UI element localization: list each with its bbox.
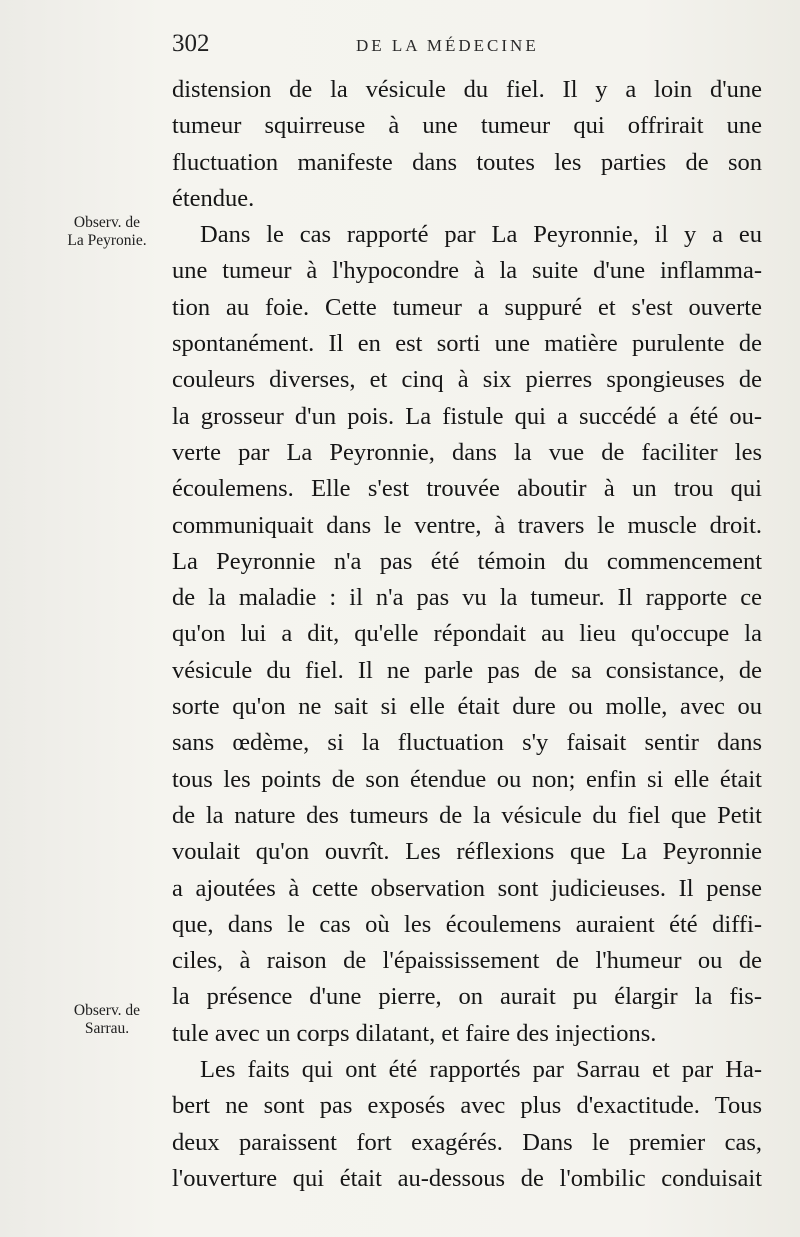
text-line: communiquait dans le ventre, à travers le muscle droit. bbox=[172, 511, 762, 539]
text-line: tule avec un corps dilatant, et faire des injections. bbox=[172, 1019, 657, 1047]
text-line: une tumeur à l'hypocondre à la suite d'une inflamma- bbox=[172, 257, 762, 285]
text-line: tous les points de son étendue ou non; enfin si elle était bbox=[172, 765, 762, 793]
text-line: tumeur squirreuse à une tumeur qui offrirait une bbox=[172, 112, 762, 140]
text-line: que, dans le cas où les écoulemens auraient été diffi- bbox=[172, 910, 762, 938]
body-text bbox=[172, 72, 762, 1197]
running-head: DE LA MÉDECINE bbox=[356, 36, 539, 55]
margin-note-line: Sarrau. bbox=[84, 1020, 130, 1037]
paragraph-first-line: Les faits qui ont été rapportés par Sarrau et par Ha- bbox=[200, 1056, 762, 1084]
text-line: l'ouverture qui était au-dessous de l'ombilic conduisait bbox=[172, 1164, 762, 1192]
text-line: de la maladie : il n'a pas vu la tumeur. Il rapporte ce bbox=[172, 584, 762, 612]
margin-note-sarrau bbox=[52, 1002, 162, 1038]
text-line: la présence d'une pierre, on aurait pu élargir la fis- bbox=[172, 983, 762, 1011]
text-line: qu'on lui a dit, qu'elle répondait au lieu qu'occupe la bbox=[172, 620, 762, 648]
page-header bbox=[172, 30, 762, 66]
margin-note-line: La Peyronie. bbox=[67, 232, 147, 249]
text-line: la grosseur d'un pois. La fistule qui a succédé a été ou- bbox=[172, 402, 762, 430]
text-line: bert ne sont pas exposés avec plus d'exactitude. Tous bbox=[172, 1092, 762, 1120]
text-line: étendue. bbox=[172, 184, 255, 212]
margin-note-la-peyronie bbox=[52, 214, 162, 250]
text-line: fluctuation manifeste dans toutes les parties de son bbox=[172, 148, 762, 176]
text-line: de la nature des tumeurs de la vésicule du fiel que Petit bbox=[172, 801, 762, 829]
margin-note-line: Observ. de bbox=[73, 214, 141, 231]
text-line: spontanément. Il en est sorti une matière purulente de bbox=[172, 330, 762, 358]
text-line: ciles, à raison de l'épaississement de l'humeur ou de bbox=[172, 947, 762, 975]
text-line: tion au foie. Cette tumeur a suppuré et s'est ouverte bbox=[172, 293, 762, 321]
text-line: voulait qu'on ouvrît. Les réflexions que La Peyronnie bbox=[172, 838, 762, 866]
text-line: verte par La Peyronnie, dans la vue de faciliter les bbox=[172, 438, 762, 466]
paragraph-first-line: Dans le cas rapporté par La Peyronnie, il y a eu bbox=[200, 221, 762, 249]
text-line: deux paraissent fort exagérés. Dans le premier cas, bbox=[172, 1128, 762, 1156]
text-line: distension de la vésicule du fiel. Il y a loin d'une bbox=[172, 76, 762, 103]
text-line: a ajoutées à cette observation sont judicieuses. Il pense bbox=[172, 874, 762, 902]
text-line: La Peyronnie n'a pas été témoin du commencement bbox=[172, 547, 762, 575]
text-line: couleurs diverses, et cinq à six pierres spongieuses de bbox=[172, 366, 762, 394]
margin-note-line: Observ. de bbox=[73, 1002, 141, 1019]
text-line: sans œdème, si la fluctuation s'y faisait sentir dans bbox=[172, 729, 762, 757]
text-line: écoulemens. Elle s'est trouvée aboutir à un trou qui bbox=[172, 475, 762, 503]
page-number: 302 bbox=[172, 30, 210, 57]
text-line: vésicule du fiel. Il ne parle pas de sa consistance, de bbox=[172, 656, 762, 684]
text-line: sorte qu'on ne sait si elle était dure ou molle, avec ou bbox=[172, 693, 762, 721]
